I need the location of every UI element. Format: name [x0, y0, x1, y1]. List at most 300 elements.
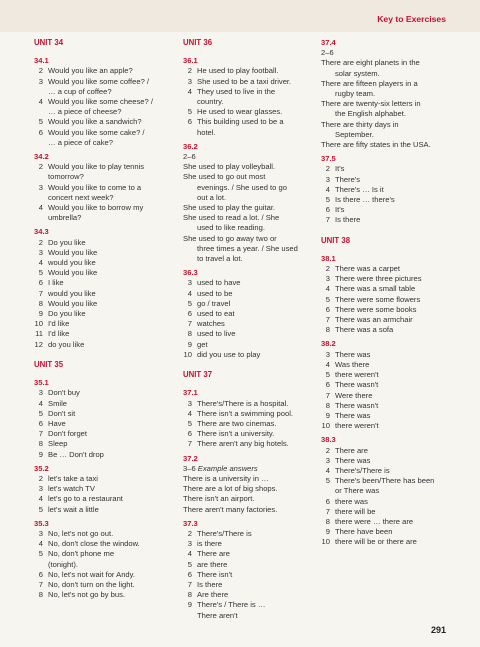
answer-line: There are fifty states in the USA.: [321, 140, 431, 150]
exercise-heading: 34.1: [34, 56, 49, 66]
answer-number: 6: [38, 127, 43, 137]
answer-number: 5: [187, 418, 192, 428]
answer-list: [321, 264, 447, 335]
answer-text: Do you like: [48, 309, 86, 319]
answer-number: 7: [187, 439, 192, 449]
answer-number: 10: [34, 319, 43, 329]
answer-line: [321, 325, 447, 335]
answer-number: 7: [38, 288, 43, 298]
answer-number: 6: [38, 418, 43, 428]
answer-text: is there: [197, 539, 222, 549]
answer-text: There was: [335, 410, 371, 420]
answer-number: 4: [187, 408, 192, 418]
answer-text: go / travel: [197, 298, 231, 308]
answer-line: [34, 107, 170, 117]
answer-number: 2: [38, 66, 43, 76]
answer-text: There's/There is a hospital.: [197, 398, 289, 408]
answer-line: [34, 399, 170, 409]
answer-number: 7: [325, 215, 330, 225]
answer-number: 3: [38, 484, 43, 494]
answer-number: 4: [38, 97, 43, 107]
answer-paragraph: [183, 152, 309, 264]
answer-text: there weren't: [335, 370, 379, 380]
answer-line: [183, 600, 309, 610]
answer-line: She used to go away two or: [183, 233, 277, 243]
answer-number: 10: [183, 349, 192, 359]
answer-number: 8: [38, 298, 43, 308]
answer-text: There aren't any big hotels.: [197, 439, 289, 449]
answer-text: There aren't: [197, 610, 238, 620]
answer-line: [321, 360, 447, 370]
answer-number: 5: [325, 294, 330, 304]
answer-line: [183, 419, 309, 429]
answer-text: There were some books: [335, 304, 417, 314]
answer-text: There was: [335, 455, 371, 465]
answer-line: [321, 456, 447, 466]
answer-text: Have: [48, 418, 66, 428]
answer-text: Would you like: [48, 298, 98, 308]
answer-text: There's been/There has been: [335, 476, 435, 486]
answer-line: [321, 264, 447, 274]
answer-line: [183, 409, 309, 419]
answer-list: [183, 278, 309, 360]
answer-line: [183, 97, 309, 107]
answer-text: Would you like: [48, 268, 98, 278]
answer-number: 4: [325, 284, 330, 294]
answer-line: [34, 494, 170, 504]
unit-heading: UNIT 38: [321, 235, 351, 245]
answer-number: 5: [187, 298, 192, 308]
answer-text: used to be: [197, 288, 233, 298]
answer-text: Is there … there's: [335, 195, 395, 205]
answer-line: [321, 315, 447, 325]
answer-text: let's take a taxi: [48, 473, 98, 483]
answer-line: [34, 505, 170, 515]
answer-text: Would you like to borrow my: [48, 203, 144, 213]
answer-number: 6: [187, 309, 192, 319]
answer-line: [183, 439, 309, 449]
answer-text: used to eat: [197, 309, 235, 319]
answer-text: (tonight).: [48, 559, 78, 569]
answer-list: [34, 474, 170, 515]
answer-line: [34, 419, 170, 429]
answer-text: used to live: [197, 329, 236, 339]
running-header: Key to Exercises: [377, 14, 446, 24]
answer-number: 7: [38, 579, 43, 589]
answer-line: There aren't many factories.: [183, 504, 278, 514]
exercise-heading: 35.3: [34, 518, 49, 528]
answer-line: [34, 238, 170, 248]
exercise-heading: 34.2: [34, 152, 49, 162]
answer-line: [321, 466, 447, 476]
answer-number: 5: [38, 504, 43, 514]
answer-number: [34, 193, 43, 203]
answer-line: [183, 399, 309, 409]
answer-text: there will be: [335, 506, 376, 516]
unit-heading: UNIT 35: [34, 359, 64, 369]
answer-line: She used to play volleyball.: [183, 162, 276, 172]
exercise-heading: 38.1: [321, 253, 336, 263]
answer-line: There are twenty-six letters in: [321, 99, 421, 109]
answer-number: 3: [325, 274, 330, 284]
answer-line: [34, 289, 170, 299]
answer-text: are there: [197, 559, 228, 569]
answer-text: watches: [197, 319, 225, 329]
answer-number: 3: [325, 174, 330, 184]
answer-line: evenings. / She used to go: [197, 182, 287, 192]
answer-text: He used to wear glasses.: [197, 107, 283, 117]
answer-text: … a piece of cheese?: [48, 107, 122, 117]
answer-number: 3: [187, 76, 192, 86]
answer-number: 6: [325, 380, 330, 390]
answer-line: [321, 497, 447, 507]
answer-text: Don't forget: [48, 429, 88, 439]
answer-text: Would you like to play tennis: [48, 162, 145, 172]
answer-text: There isn't a university.: [197, 429, 275, 439]
answer-text: Was there: [335, 359, 370, 369]
answer-text: No, don't turn on the light.: [48, 579, 135, 589]
answer-line: [321, 175, 447, 185]
answer-line: [34, 172, 170, 182]
answer-text: Is there: [197, 579, 223, 589]
answer-line: rugby team.: [335, 89, 376, 99]
answer-line: [321, 486, 447, 496]
answer-number: [34, 138, 43, 148]
answer-number: 7: [38, 429, 43, 439]
answer-number: 4: [325, 184, 330, 194]
answer-line: [183, 77, 309, 87]
answer-line: [34, 409, 170, 419]
exercise-heading: 37.4: [321, 38, 336, 47]
unit-heading: UNIT 37: [183, 370, 213, 380]
answer-list: [34, 238, 170, 350]
answer-number: 2: [187, 528, 192, 538]
answer-line: [183, 560, 309, 570]
answer-text: get: [197, 339, 208, 349]
answer-line: [183, 128, 309, 138]
answer-number: 4: [38, 398, 43, 408]
answer-line: There are eight planets in the: [321, 58, 420, 68]
answer-number: 4: [187, 86, 192, 96]
answer-text: There are: [335, 445, 368, 455]
answer-number: 3: [325, 455, 330, 465]
answer-line: three times a year. / She used: [197, 243, 298, 253]
answer-number: 4: [325, 465, 330, 475]
answer-line: [321, 274, 447, 284]
answer-line: [321, 295, 447, 305]
exercise-heading: 38.2: [321, 339, 336, 349]
answer-line: She used to go out most: [183, 172, 266, 182]
answer-number: 8: [325, 325, 330, 335]
answer-text: She used to be a taxi driver.: [197, 76, 292, 86]
answer-text: It's: [335, 205, 345, 215]
answer-line: out a lot.: [197, 192, 227, 202]
answer-line: solar system.: [335, 68, 380, 78]
answer-line: She used to read a lot. / She: [183, 213, 280, 223]
answer-line: [321, 517, 447, 527]
answer-line: [34, 439, 170, 449]
answer-number: 3: [38, 528, 43, 538]
answer-text: I like: [48, 278, 64, 288]
answer-intro: [183, 464, 309, 474]
answer-line: [34, 450, 170, 460]
answer-number: 6: [325, 205, 330, 215]
answer-line: [34, 539, 170, 549]
answer-line: [321, 446, 447, 456]
answer-line: [34, 162, 170, 172]
answer-number: 4: [38, 258, 43, 268]
answer-line: [34, 529, 170, 539]
answer-text: Were there: [335, 390, 373, 400]
answer-text: This building used to be a: [197, 117, 284, 127]
answer-text: country.: [197, 97, 224, 107]
answer-number: 12: [34, 339, 43, 349]
answer-number: 9: [325, 527, 330, 537]
answer-list: [183, 66, 309, 137]
answer-line: [183, 117, 309, 127]
answer-line: [321, 164, 447, 174]
answer-text: Would you like a sandwich?: [48, 117, 142, 127]
answer-line: [321, 401, 447, 411]
column-1: [34, 38, 170, 600]
exercise-heading: 37.2: [183, 453, 198, 463]
answer-line: [321, 476, 447, 486]
page-number: 291: [430, 625, 446, 635]
answer-line: [321, 205, 447, 215]
answer-line: [321, 185, 447, 195]
answer-number: 5: [325, 476, 330, 486]
answer-number: 6: [325, 496, 330, 506]
answer-line: [321, 380, 447, 390]
answer-list: [183, 399, 309, 450]
answer-line: [34, 580, 170, 590]
answer-line: [34, 97, 170, 107]
answer-text: There was a sofa: [335, 325, 394, 335]
exercise-heading: 37.1: [183, 388, 198, 398]
answer-line: [34, 66, 170, 76]
answer-line: [34, 299, 170, 309]
answer-number: 5: [325, 195, 330, 205]
answer-number: 5: [325, 370, 330, 380]
column-2: [183, 38, 309, 621]
column-3: [321, 38, 447, 548]
answer-number: [34, 107, 43, 117]
answer-number: 2: [325, 445, 330, 455]
answer-number: 6: [325, 304, 330, 314]
answer-line: [321, 527, 447, 537]
answer-text: There wasn't: [335, 400, 379, 410]
answer-number: 4: [187, 288, 192, 298]
answer-text: I'd like: [48, 319, 70, 329]
unit-heading: UNIT 34: [34, 38, 64, 47]
exercise-heading: 35.2: [34, 463, 49, 473]
answer-line: [34, 87, 170, 97]
answer-line: [34, 183, 170, 193]
answer-line: [34, 138, 170, 148]
answer-line: [321, 350, 447, 360]
answer-text: There have been: [335, 527, 393, 537]
answer-number: 5: [38, 408, 43, 418]
answer-line: [34, 248, 170, 258]
answer-text: There was an armchair: [335, 315, 413, 325]
answer-number: 9: [325, 410, 330, 420]
answer-number: 3: [187, 398, 192, 408]
answer-text: There's / There is …: [197, 600, 266, 610]
answer-text: There were three pictures: [335, 274, 422, 284]
answer-text: They used to live in the: [197, 86, 276, 96]
answer-line: [183, 429, 309, 439]
answer-text: there will be or there are: [335, 537, 417, 547]
answer-line: [34, 429, 170, 439]
exercise-heading: 35.1: [34, 378, 49, 388]
answer-text: There's … Is it: [335, 184, 384, 194]
answer-line: [34, 484, 170, 494]
answer-text: Don't buy: [48, 388, 80, 398]
answer-text: Be … Don't drop: [48, 449, 104, 459]
answer-text: There were some flowers: [335, 294, 421, 304]
answer-number: 7: [325, 506, 330, 516]
exercise-heading: 36.1: [183, 56, 198, 66]
answer-list: [321, 446, 447, 548]
answer-line: [321, 507, 447, 517]
answer-number: 4: [38, 203, 43, 213]
answer-number: 6: [38, 278, 43, 288]
exercise-heading: 37.3: [183, 518, 198, 528]
answer-line: [321, 370, 447, 380]
answer-text: let's watch TV: [48, 484, 95, 494]
answer-text: Sleep: [48, 439, 68, 449]
answer-number: 2: [38, 473, 43, 483]
answer-number: 5: [187, 559, 192, 569]
answer-text: There isn't a swimming pool.: [197, 408, 293, 418]
answer-number: 7: [325, 315, 330, 325]
answer-text: Are there: [197, 590, 229, 600]
answer-line: [183, 289, 309, 299]
answer-line: [321, 284, 447, 294]
answer-number: [34, 172, 43, 182]
answer-line: 2–6: [183, 152, 196, 162]
answer-number: 5: [187, 107, 192, 117]
answer-line: [34, 319, 170, 329]
answer-text: umbrella?: [48, 213, 82, 223]
answer-text: used to have: [197, 278, 241, 288]
answer-number: 6: [187, 117, 192, 127]
answer-number: 3: [38, 76, 43, 86]
answer-line: to travel a lot.: [197, 254, 243, 264]
exercise-heading: 38.3: [321, 435, 336, 445]
answer-number: 5: [38, 549, 43, 559]
answer-list: [34, 529, 170, 600]
answer-text: No, don't close the window.: [48, 539, 140, 549]
answer-number: 2: [38, 237, 43, 247]
answer-text: Would you like: [48, 247, 98, 257]
answer-text: There isn't: [197, 569, 233, 579]
answer-text: let's wait a little: [48, 504, 99, 514]
answer-line: [34, 309, 170, 319]
answer-number: 8: [38, 590, 43, 600]
answer-number: 3: [38, 182, 43, 192]
answer-line: [34, 278, 170, 288]
answer-line: [34, 213, 170, 223]
answer-number: 9: [38, 309, 43, 319]
exercise-heading: 37.5: [321, 154, 336, 164]
answer-text: No, let's not go by bus.: [48, 590, 126, 600]
answer-number: 8: [38, 439, 43, 449]
answer-list: [321, 164, 447, 225]
answer-text: tomorrow?: [48, 172, 84, 182]
answer-number: 2: [325, 264, 330, 274]
answer-text: … a cup of coffee?: [48, 86, 112, 96]
answer-line: 2–6: [321, 48, 334, 58]
answer-text: do you like: [48, 339, 85, 349]
answer-paragraph: [183, 474, 309, 515]
answer-text: There are: [197, 549, 230, 559]
answer-line: [183, 611, 309, 621]
answer-text: let's go to a restaurant: [48, 494, 123, 504]
answer-line: [34, 570, 170, 580]
answer-number: 2: [187, 66, 192, 76]
exercise-heading: 34.3: [34, 227, 49, 237]
answer-number: 7: [187, 579, 192, 589]
answer-number: 9: [38, 449, 43, 459]
answer-number: 6: [187, 429, 192, 439]
answer-number: 3: [325, 349, 330, 359]
answer-text: There wasn't: [335, 380, 379, 390]
answer-number: 10: [321, 421, 330, 431]
answer-line: [34, 590, 170, 600]
answer-text: would you like: [48, 288, 96, 298]
answer-text: There's/There is: [335, 465, 390, 475]
answer-line: [183, 529, 309, 539]
answer-range: 3–6: [183, 463, 196, 473]
answer-text: Is there: [335, 215, 361, 225]
answer-number: 6: [187, 569, 192, 579]
answer-line: There is a university in …: [183, 473, 269, 483]
answer-line: [321, 195, 447, 205]
example-label: Example answers: [197, 463, 258, 473]
answer-line: There are fifteen players in a: [321, 78, 418, 88]
answer-text: Would you like an apple?: [48, 66, 133, 76]
answer-line: [183, 66, 309, 76]
answer-line: [183, 329, 309, 339]
answer-line: [183, 278, 309, 288]
answer-line: [34, 549, 170, 559]
answer-number: 11: [35, 329, 43, 339]
answer-number: 3: [38, 247, 43, 257]
answer-text: there were … there are: [335, 516, 414, 526]
answer-number: 8: [187, 590, 192, 600]
answer-text: Would you like some cake? /: [48, 127, 145, 137]
answer-number: 2: [325, 164, 330, 174]
answer-line: [183, 107, 309, 117]
exercise-heading: 36.2: [183, 141, 198, 151]
answer-line: [183, 299, 309, 309]
answer-text: did you use to play: [197, 349, 261, 359]
answer-text: hotel.: [197, 127, 216, 137]
answer-list: [321, 350, 447, 432]
answer-line: used to like reading.: [197, 223, 265, 233]
answer-line: [34, 560, 170, 570]
answer-text: Would you like some cheese? /: [48, 97, 153, 107]
answer-text: Would you like to come to a: [48, 182, 142, 192]
answer-text: … a piece of cake?: [48, 137, 114, 147]
answer-number: 9: [187, 339, 192, 349]
answer-number: 7: [325, 390, 330, 400]
answer-text: He used to play football.: [197, 66, 279, 76]
answer-line: There are thirty days in: [321, 119, 399, 129]
answer-text: There's: [335, 174, 361, 184]
answer-text: There was: [335, 349, 371, 359]
